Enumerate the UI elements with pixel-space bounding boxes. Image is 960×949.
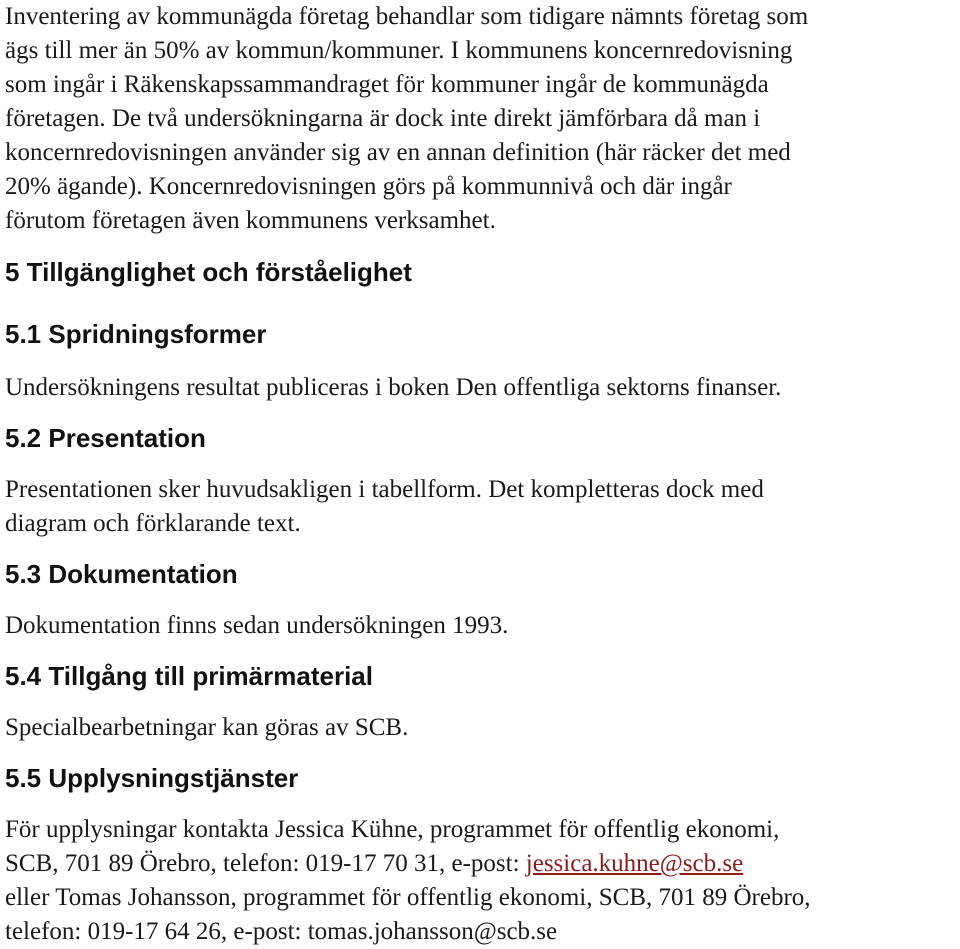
- section-5-5-heading: 5.5 Upplysningstjänster: [5, 763, 299, 793]
- email-link-jessica[interactable]: jessica.kuhne@scb.se: [525, 850, 744, 877]
- text-line: diagram och förklarande text.: [5, 510, 301, 537]
- section-5-4-heading: 5.4 Tillgång till primärmaterial: [5, 661, 373, 691]
- section-5-4-paragraph: [5, 711, 960, 745]
- text-line: eller Tomas Johansson, programmet för offentlig ekonomi, SCB, 701 89 Örebro,: [5, 884, 811, 911]
- text-line: Specialbearbetningar kan göras av SCB.: [5, 714, 409, 741]
- intro-paragraph: [5, 0, 960, 238]
- section-5-3-heading: 5.3 Dokumentation: [5, 559, 238, 589]
- text-line: Inventering av kommunägda företag behandlar som tidigare nämnts företag som: [5, 3, 809, 30]
- section-5-heading: 5 Tillgänglighet och förståelighet: [5, 257, 412, 287]
- text-line: Undersökningens resultat publiceras i boken Den offentliga sektorns finanser.: [5, 374, 782, 401]
- text-line: Dokumentation finns sedan undersökningen 1993.: [5, 612, 509, 639]
- text-line: För upplysningar kontakta Jessica Kühne, programmet för offentlig ekonomi,: [5, 816, 780, 843]
- contact-address-text: SCB, 701 89 Örebro, telefon: 019-17 70 31, e-post:: [5, 850, 526, 877]
- text-line: företagen. De två undersökningarna är dock inte direkt jämförbara då man i: [5, 105, 761, 132]
- section-5-3-paragraph: [5, 609, 960, 643]
- text-line: som ingår i Räkenskapssammandraget för kommuner ingår de kommunägda: [5, 71, 769, 98]
- section-5-1-heading: 5.1 Spridningsformer: [5, 319, 267, 349]
- document-page: [5, 0, 960, 949]
- contact-paragraph: [5, 813, 960, 949]
- text-line: förutom företagen även kommunens verksamhet.: [5, 207, 496, 234]
- text-line: [5, 847, 960, 881]
- text-line: 20% ägande). Koncernredovisningen görs på kommunnivå och där ingår: [5, 173, 732, 200]
- section-5-2-paragraph: [5, 473, 960, 541]
- text-line: ägs till mer än 50% av kommun/kommuner. I kommunens koncernredovisning: [5, 37, 793, 64]
- section-5-1-paragraph: [5, 371, 960, 405]
- text-line: Presentationen sker huvudsakligen i tabellform. Det kompletteras dock med: [5, 476, 764, 503]
- text-line: koncernredovisningen använder sig av en annan definition (här räcker det med: [5, 139, 791, 166]
- section-5-2-heading: 5.2 Presentation: [5, 423, 206, 453]
- text-line: telefon: 019-17 64 26, e-post: tomas.johansson@scb.se: [5, 918, 558, 945]
